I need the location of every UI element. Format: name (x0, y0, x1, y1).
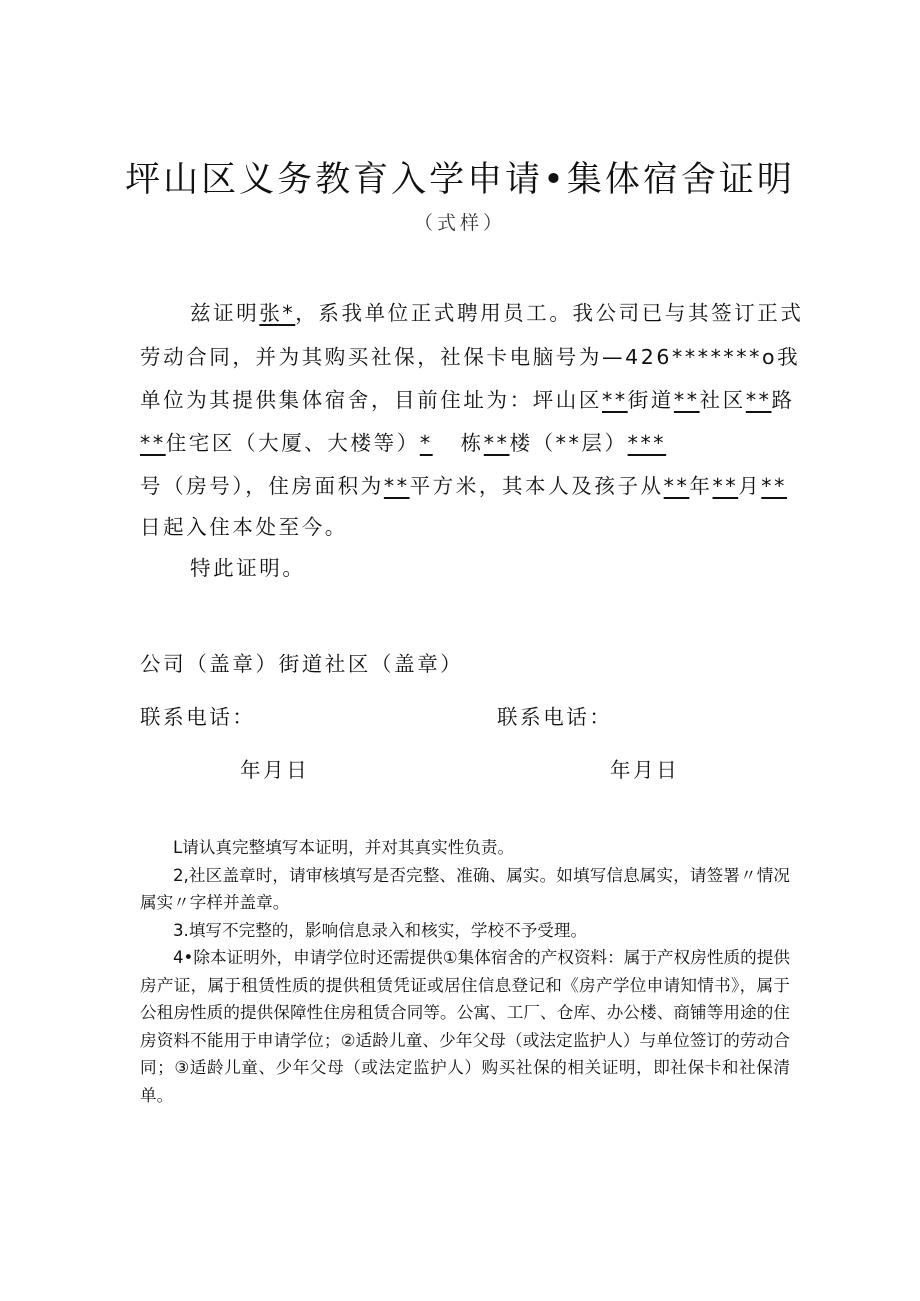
filled-community: ** (673, 388, 700, 412)
filled-road: ** (745, 388, 772, 412)
body-text: 路 (771, 388, 795, 412)
note-item: 4•除本证明外，申请学位时还需提供①集体宿舍的产权资料：属于产权房性质的提供房产证，属于租赁性质的提供租赁凭证或居住信息登记和《房产学位申请知情书》，属于公租房性质的提供保障性住房租赁合同等。公寓、工厂、仓库、办公楼、商铺等用途的住房资料不能用于申请学位；②适龄儿童、少年父母（或法定监护人）与单位签订的劳动合同；③适龄儿童、少年父母（或法定监护人）购买社保的相关证明，即社保卡和社保清单。 (140, 948, 790, 1105)
filled-area: ** (383, 474, 410, 498)
filled-month: ** (712, 474, 739, 498)
contact-phone-left: 联系电话： (140, 705, 256, 729)
body-line-4 (140, 426, 666, 456)
body-text: 楼（**层） (509, 431, 628, 455)
stamp-labels: 公司（盖章）街道社区（盖章） (140, 652, 464, 676)
contact-phone-right: 联系电话： (497, 705, 613, 729)
body-text: 住宅区（大厦、大楼等） (165, 431, 420, 455)
filled-residence: ** (140, 431, 166, 455)
body-line-5 (140, 469, 787, 499)
body-text: 社区 (699, 388, 746, 412)
filled-street: ** (602, 388, 628, 412)
closing-statement: 特此证明。 (190, 556, 306, 580)
body-text: 平方米，其本人及孩子从 (409, 474, 664, 498)
body-text: 号（房号），住房面积为 (140, 474, 384, 498)
date-right: 年月日 (610, 758, 680, 782)
body-line-6: 日起入住本处至今。 (140, 515, 348, 539)
note-item: 3.填写不完整的，影响信息录入和核实，学校不予受理。 (173, 920, 588, 940)
body-text: ，系我单位正式聘用员工。我公司已与其签订正式 (295, 301, 804, 325)
date-left: 年月日 (240, 758, 310, 782)
filled-day: ** (761, 474, 787, 498)
body-text: 月 (738, 474, 762, 498)
note-item: L请认真完整填写本证明，并对其真实性负责。 (173, 838, 515, 857)
document-title: 坪山区义务教育入学申请•集体宿舍证明 (125, 160, 795, 200)
body-text: 年 (689, 474, 713, 498)
filled-year: ** (663, 474, 690, 498)
body-line-3 (140, 383, 795, 413)
notes-section (140, 834, 790, 1109)
note-item: 2,社区盖章时，请审核填写是否完整、准确、属实。如填写信息属实，请签署〃情况属实〃字样并盖章。 (140, 865, 790, 912)
body-text: 劳动合同，并为其购买社保，社保卡电脑号为— (140, 345, 626, 369)
filled-floor: ** (483, 431, 510, 455)
filled-building: * (419, 431, 433, 455)
body-text: 栋 (460, 431, 484, 455)
body-text: 单位为其提供集体宿舍，目前住址为：坪山区 (140, 388, 602, 412)
body-text: o我 (762, 345, 801, 369)
body-line-2 (140, 340, 800, 370)
filled-room: *** (627, 431, 667, 455)
body-text: 街道 (627, 388, 674, 412)
body-text: 兹证明 (190, 301, 260, 325)
body-line-1 (190, 296, 803, 326)
document-subtitle: （式样） (413, 212, 506, 234)
filled-name: 张* (259, 301, 296, 325)
filled-social-security-number: 426******* (625, 345, 762, 369)
